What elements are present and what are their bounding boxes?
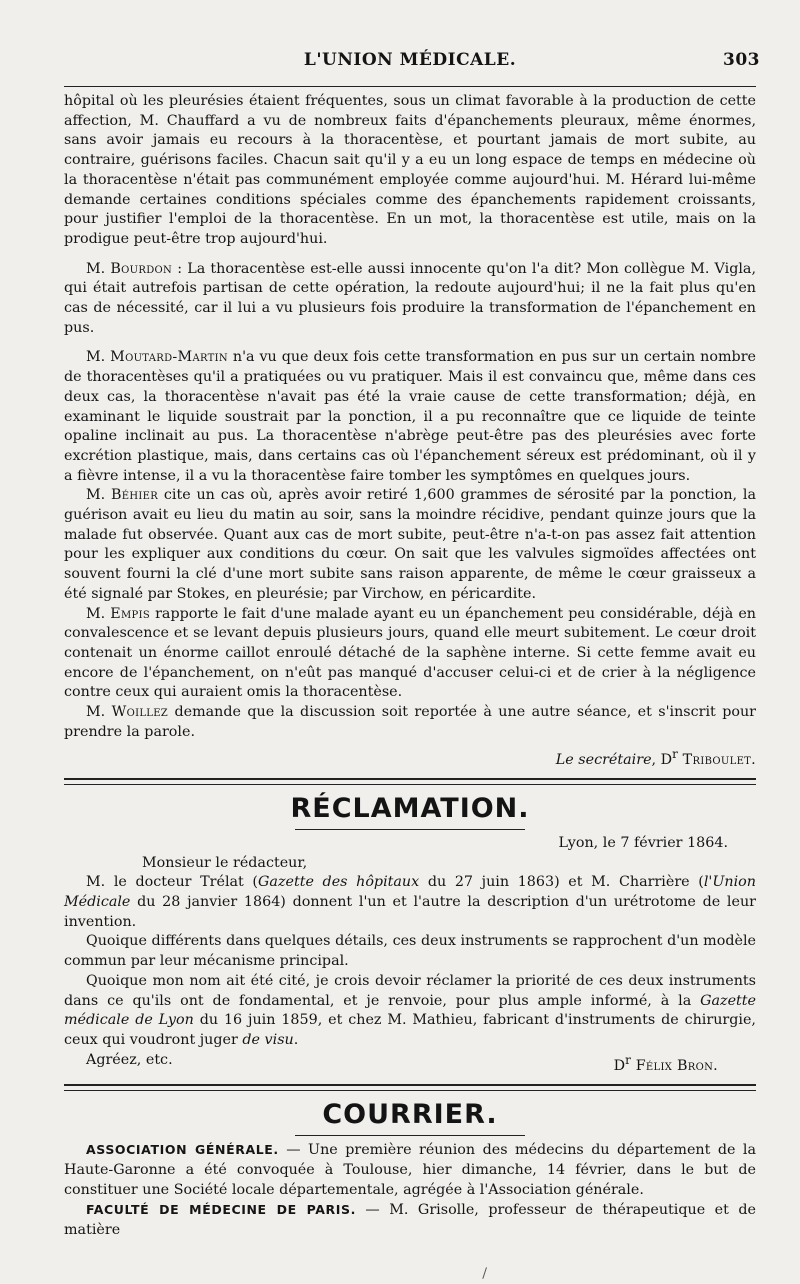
text-run: du 28 janvier 1864) donnent l'un et l'autre la description d'un urétrotome de leur invention. <box>64 894 756 930</box>
speaker-prefix: M. <box>86 704 112 721</box>
speaker-name-moutard-martin: Moutard-Martin <box>110 349 228 366</box>
text-run: du 27 juin 1863) et M. Charrière ( <box>419 874 704 891</box>
item-text: — Une première réunion des médecins du département de la Haute-Garonne a été convoquée à Toulouse, hier dimanche, 14 février, dans le but de constituer une Société locale départementale, agrégée à l'Association générale. <box>64 1142 757 1198</box>
speaker-prefix: M. <box>86 260 111 277</box>
signature-superscript: r <box>672 746 678 761</box>
speaker-prefix: M. <box>86 605 111 622</box>
letter-greeting: Monsieur le rédacteur, <box>142 854 308 871</box>
page-body <box>64 92 756 1241</box>
section-divider <box>64 1084 756 1091</box>
signature-superscript: r <box>625 1052 631 1067</box>
speaker-prefix: M. <box>86 349 111 366</box>
signature-separator: , D <box>651 751 673 768</box>
letter-paragraph-2: Quoique différents dans quelques détails, ces deux instruments se rapprochent d'un modèle commun par leur mécanisme principal. <box>64 933 756 970</box>
item-text: — M. Grisolle, professeur de thérapeutique et de matière <box>64 1202 756 1238</box>
text-run: . <box>293 1032 299 1048</box>
citation-union-medicale: l'Union Médicale <box>64 874 756 911</box>
letter-dateline: Lyon, le 7 février 1864. <box>558 834 728 851</box>
text-run: Quoique mon nom ait été cité, je crois devoir réclamer la priorité de ces deux instruments dans ce qu'ils ont de fondamental, et je renvoie, pour plus ample informé, à la <box>64 972 756 1009</box>
section-divider <box>64 778 756 785</box>
signature-name: Félix Bron. <box>630 1057 718 1074</box>
closing-formula: Agréez, etc. <box>86 1051 173 1068</box>
discussion-paragraph-chauffard: hôpital où les pleurésies étaient fréquentes, sous un climat favorable à la production de cette affection, M. Chauffard a vu de nombreux faits d'épanchements pleuraux, même énormes, sans avoir jamais eu recours à la thoracentèse, et pourtant jamais de mort subite, au contraire, guérisons faciles. Chacun sait qu'il y a eu un long espace de temps en médecine où la thoracentèse n'était pas communément employée comme aujourd'hui. M. Hérard lui-même demande certaines conditions spéciales comme des épanchements rapidement croissants, pour justifier l'emploi de la thoracentèse. En un mot, la thoracentèse est utile, mais on la prodigue peut-être trop aujourd'hui. <box>64 93 756 247</box>
item-heading: FACULTÉ DE MÉDECINE DE PARIS. <box>86 1202 356 1218</box>
citation-gazette-hopitaux: Gazette des hôpitaux <box>258 874 420 891</box>
discussion-paragraph-woillez <box>64 703 756 742</box>
citation-gazette-lyon: Gazette médicale de Lyon <box>64 992 756 1029</box>
secretary-signature <box>64 745 756 770</box>
header-rule <box>64 86 756 87</box>
letter-closing <box>64 1051 756 1076</box>
speaker-text: cite un cas où, après avoir retiré 1,600 grammes de sérosité par la ponction, la guérison avait eu lieu du matin au soir, sans la moindre récidive, pendant quinze jours que la malade fut observée. Quant aux cas de mort subite, peut-être n'a-t-on pas assez fait attention pour les expliquer aux conditions du cœur. On sait que les valvules sigmoïdes affectées ont souvent fourni la clé d'une mort subite sans raison apparente, de même le cœur graisseux a été signalé par Stokes, en pleurésie; par Virchow, en péricardite. <box>64 487 756 602</box>
discussion-paragraph-moutard-martin <box>64 348 756 486</box>
stray-mark <box>482 1267 492 1281</box>
speaker-text: : La thoracentèse est-elle aussi innocente qu'on l'a dit? Mon collègue M. Vigla, qui était autrefois partisan de cette opération, la redoute aujourd'hui; il ne la fait plus qu'en cas de nécessité, car il lui a vu plusieurs fois produire la transformation de l'épanchement en pus. <box>64 260 756 336</box>
speaker-prefix: M. <box>86 487 111 504</box>
speaker-name-woillez: Woillez <box>111 704 169 721</box>
running-header <box>60 50 760 78</box>
courrier-heading: COURRIER. <box>322 1099 498 1131</box>
text-run: du 16 juin 1859, et chez M. Mathieu, fabricant d'instruments de chirurgie, ceux qui voudront juger <box>64 1012 756 1048</box>
discussion-paragraph-bourdon <box>64 260 756 339</box>
discussion-paragraph-behier <box>64 486 756 604</box>
text-run: M. le docteur Trélat ( <box>86 874 259 891</box>
heading-underline <box>295 829 525 830</box>
signature-name: Triboulet. <box>677 751 756 768</box>
speaker-name-empis: Empis <box>110 605 150 622</box>
reclamation-heading: RÉCLAMATION. <box>290 792 530 824</box>
letter-paragraph-1 <box>64 873 756 932</box>
letter-signature <box>614 1051 718 1076</box>
heading-underline <box>295 1135 525 1136</box>
item-heading: ASSOCIATION GÉNÉRALE. <box>86 1142 279 1158</box>
courrier-item-association <box>64 1140 756 1200</box>
speaker-text: rapporte le fait d'une malade ayant eu un épanchement peu considérable, déjà en convalescence et se levant depuis plusieurs jours, quand elle meurt subitement. Le cœur droit contenait un énorme caillot enroulé détaché de la saphène interne. Si cette femme avait eu encore de l'épanchement, on n'eût pas manqué d'accuser celui-ci et de crier à la négligence contre ceux qui auraient omis la thoracentèse. <box>64 605 756 701</box>
speaker-text: demande que la discussion soit reportée à une autre séance, et s'inscrit pour prendre la parole. <box>64 704 756 740</box>
discussion-paragraph-empis <box>64 605 756 704</box>
letter-paragraph-3 <box>64 972 756 1051</box>
signature-prefix: D <box>613 1057 626 1074</box>
speaker-name-bourdon: Bourdon <box>110 260 173 277</box>
phrase-de-visu: de visu <box>242 1032 294 1048</box>
speaker-text: n'a vu que deux fois cette transformation en pus sur un certain nombre de thoracentèses qu'il a pratiquées ou vu pratiquer. Mais il est convaincu que, même dans ces deux cas, la thoracentèse n'avait pas été la vraie cause de cette transformation; déjà, en examinant le liquide soustrait par la ponction, il a pu reconnaître que ce liquide de teinte opaline inclinait au pus. La thoracentèse n'abrège peut-être pas des pleurésies avec forte excrétion plastique, mais, dans certains cas où l'épanchement séreux est prédominant, où il y a fièvre intense, il a vu la thoracentèse faire tomber les symptômes en quelques jours. <box>64 349 756 484</box>
page-number: 303 <box>723 50 760 70</box>
courrier-item-faculte <box>64 1200 756 1240</box>
journal-title: L'UNION MÉDICALE. <box>303 50 517 70</box>
speaker-name-behier: Béhier <box>110 487 159 504</box>
signature-role: Le secrétaire <box>555 751 652 768</box>
